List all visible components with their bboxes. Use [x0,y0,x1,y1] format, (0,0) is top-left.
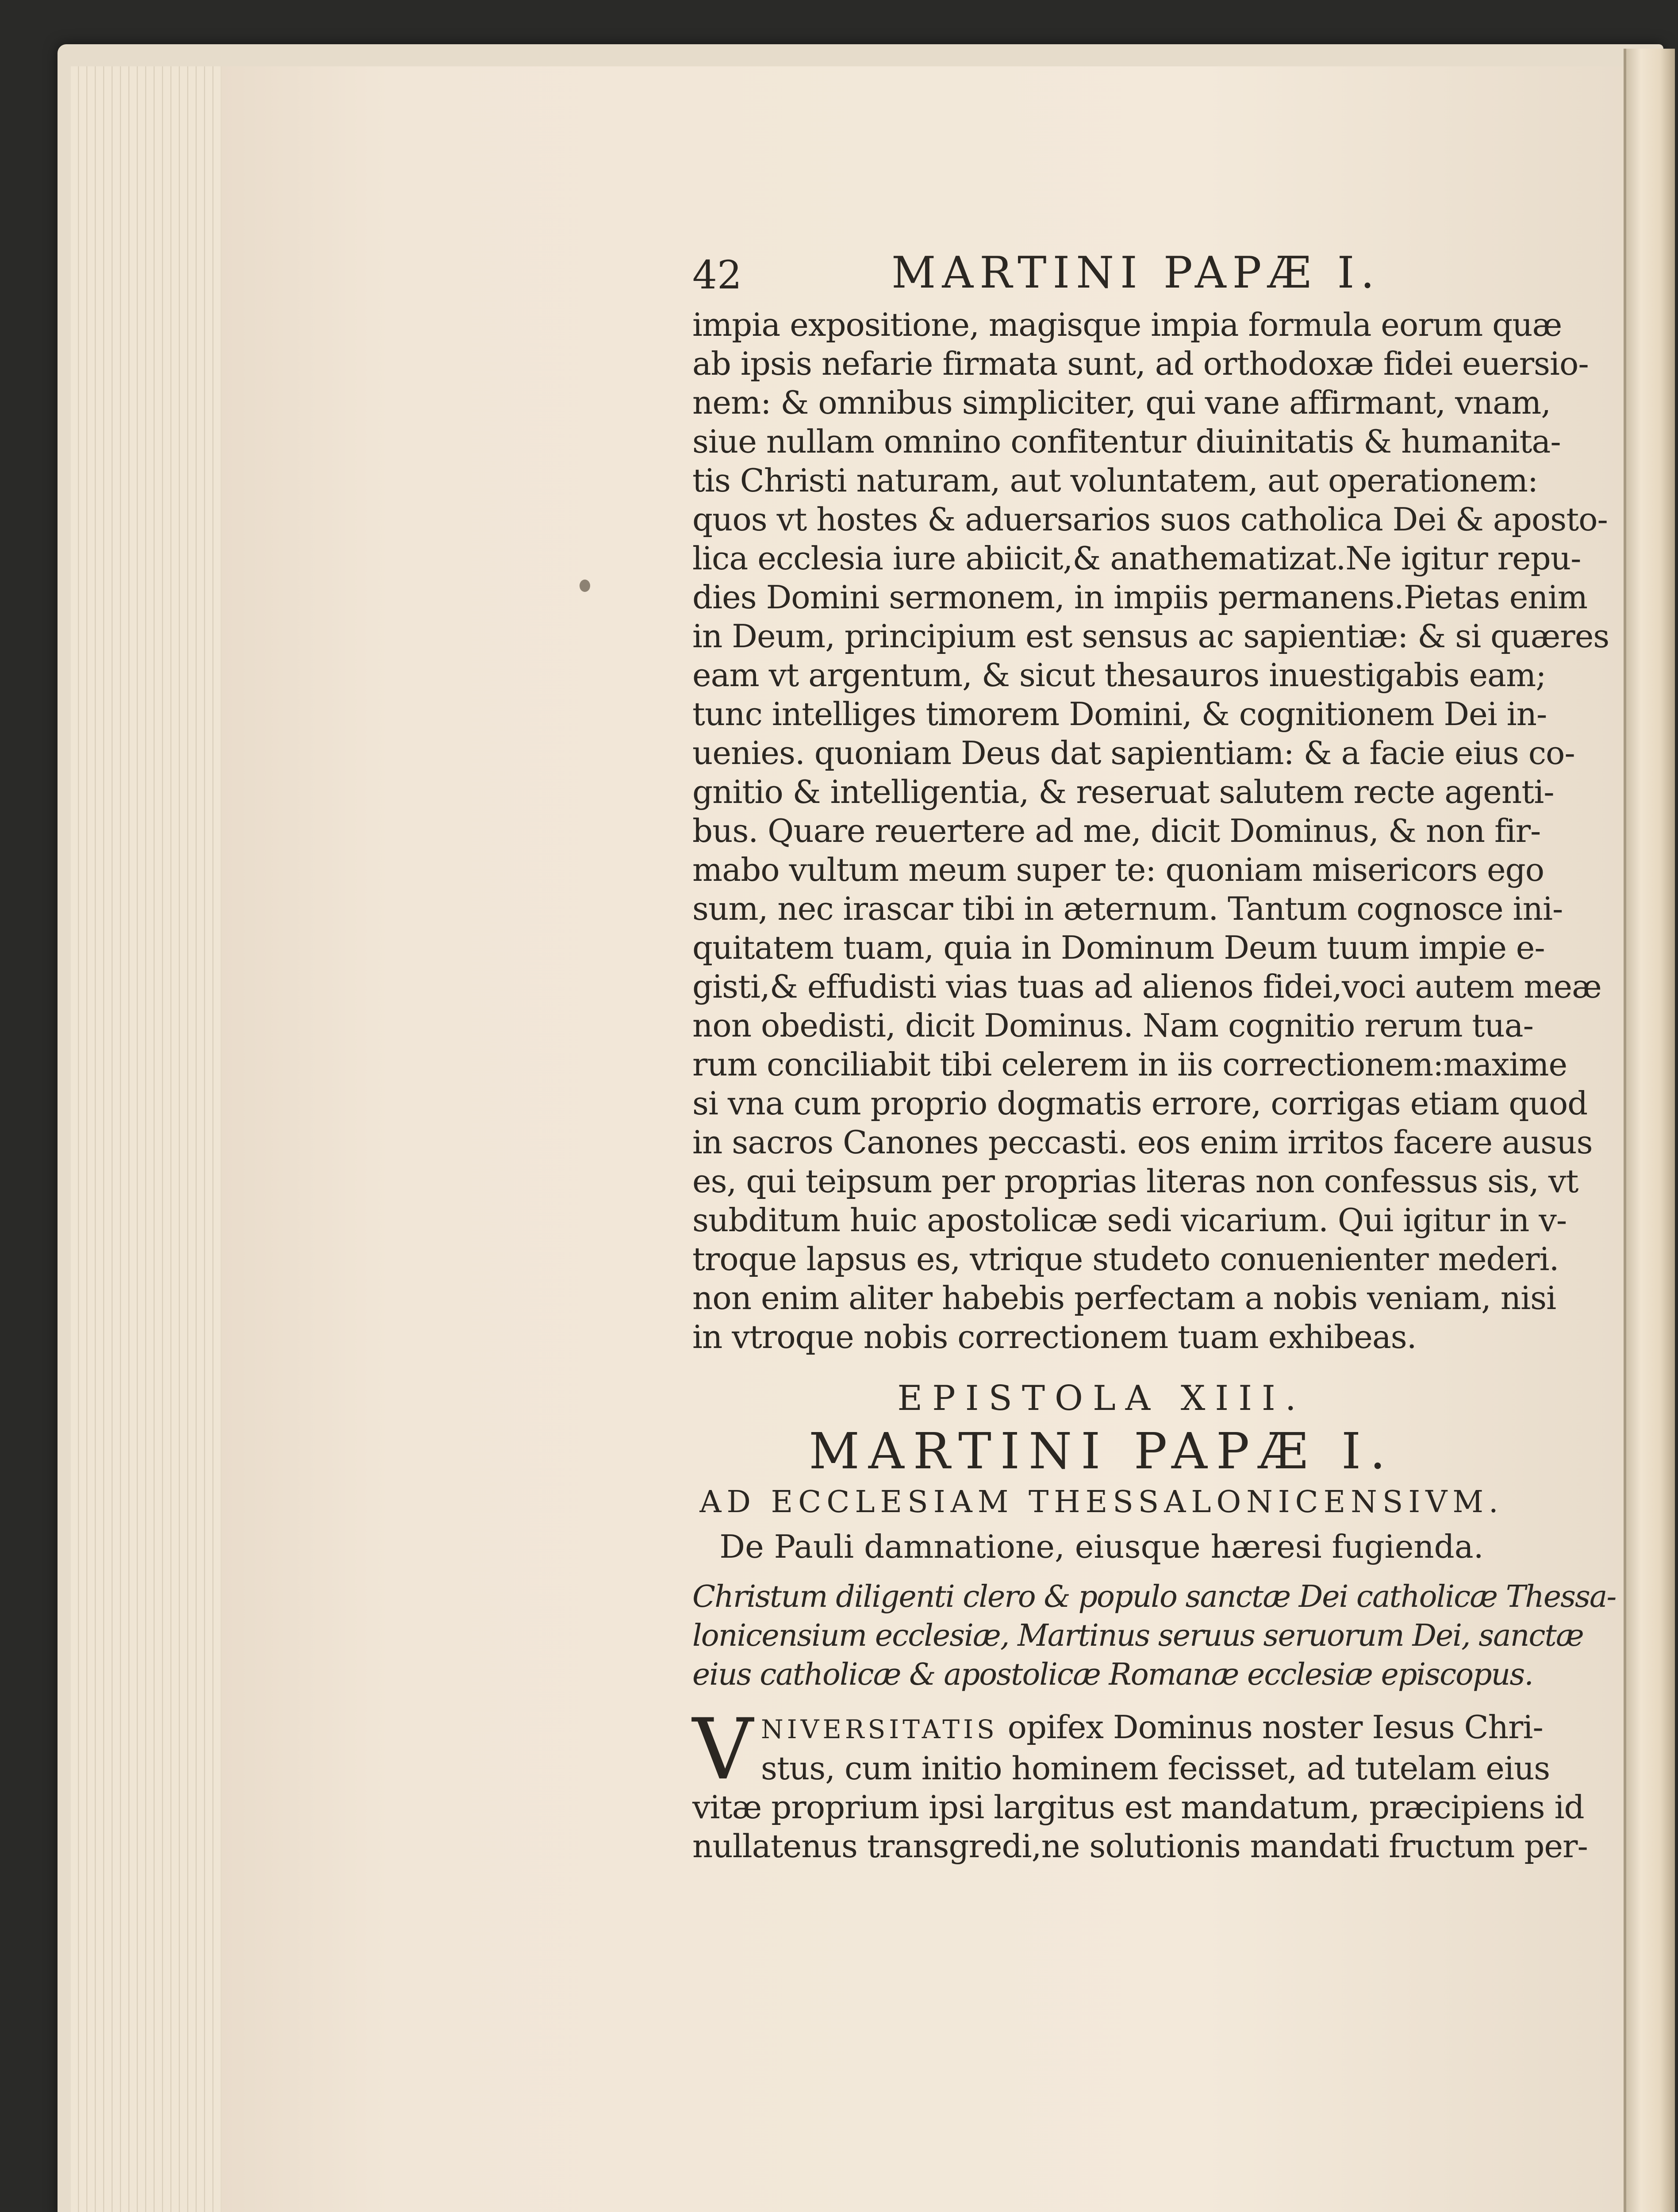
epistle-line: vitæ proprium ipsi largitus est mandatum, præcipiens id [692,1789,1584,1826]
text-line: subditum huic apostolicæ sedi vicarium. Qui igitur in v- [692,1202,1567,1239]
page-edges [71,66,223,2212]
text-line: quitatem tuam, quia in Dominum Deum tuum impie e- [692,929,1545,966]
text-line: impia expositione, magisque impia formula eorum quæ [692,306,1562,343]
salutation-line: Christum diligenti clero & populo sanctæ Dei catholicæ Thessa- [692,1579,1616,1614]
epistle-text [692,1701,1588,1866]
text-line: dies Domini sermonem, in impiis permanens.Pietas enim [692,579,1587,616]
text-line: nem: & omnibus simpliciter, qui vane affirmant, vnam, [692,384,1551,421]
text-line: rum conciliabit tibi celerem in iis correctionem:maxime [692,1046,1567,1083]
text-line: gnitio & intelligentia, & reseruat salutem recte agenti- [692,773,1554,810]
text-line: in Deum, principium est sensus ac sapientiæ: & si quæres [692,618,1609,655]
text-line: eam vt argentum, & sicut thesauros inuestigabis eam; [692,657,1546,694]
text-line: es, qui teipsum per proprias literas non confessus sis, vt [692,1163,1578,1200]
salutation [692,1578,1616,1694]
text-line: troque lapsus es, vtrique studeto conuenienter mederi. [692,1240,1559,1278]
first-word: NIVERSITATIS [761,1714,998,1744]
text-line: si vna cum proprio dogmatis errore, corrigas etiam quod [692,1085,1588,1122]
running-head: MARTINI PAPÆ I. [891,248,1381,298]
text-block [692,248,1616,1866]
text-line: mabo vultum meum super te: quoniam misericors ego [692,851,1544,888]
epistle-first-line [692,1708,1543,1749]
text-line: quos vt hostes & aduersarios suos catholica Dei & aposto- [692,501,1608,538]
text-line: uenies. quoniam Deus dat sapientiam: & a facie eius co- [692,734,1575,772]
epistle-subject: De Pauli damnatione, eiusque hæresi fugienda. [719,1528,1484,1565]
text-line: lica ecclesia iure abiicit,& anathematizat.Ne igitur repu- [692,540,1581,577]
epistle-author: MARTINI PAPÆ I. [809,1423,1394,1480]
epistle-address: AD ECCLESIAM THESSALONICENSIVM. [699,1485,1504,1520]
text-line: in vtroque nobis correctionem tuam exhibeas. [692,1318,1417,1356]
text-line: sum, nec irascar tibi in æternum. Tantum cognosce ini- [692,890,1563,927]
drop-capital: V [692,1701,753,1798]
text-line: siue nullam omnino confitentur diuinitatis & humanita- [692,423,1561,460]
text-line: bus. Quare reuertere ad me, dicit Dominus, & non fir- [692,812,1541,849]
salutation-line: lonicensium ecclesiæ, Martinus seruus seruorum Dei, sanctæ [692,1618,1583,1653]
body-text [692,305,1609,1356]
ink-spot [580,580,590,592]
epistle-line: nullatenus transgredi,ne solutionis mandati fructum per- [692,1828,1588,1865]
text-line: gisti,& effudisti vias tuas ad alienos fidei,voci autem meæ [692,968,1601,1005]
text-line: tis Christi naturam, aut voluntatem, aut operationem: [692,462,1538,499]
folio-number: 42 [692,252,742,298]
epistle-lines [692,1749,1588,1866]
text-line: non obedisti, dicit Dominus. Nam cognitio rerum tua- [692,1007,1533,1044]
epistle-line: stus, cum initio hominem fecisset, ad tutelam eius [761,1750,1550,1787]
text-line: ab ipsis nefarie firmata sunt, ad orthodoxæ fidei euersio- [692,345,1589,382]
salutation-line: eius catholicæ & apostolicæ Romanæ ecclesiæ episcopus. [692,1657,1533,1692]
page-header [692,248,1511,305]
epistle-number: EPISTOLA XIII. [897,1379,1306,1418]
text-line: in sacros Canones peccasti. eos enim irritos facere ausus [692,1124,1593,1161]
first-line-rest: opifex Dominus noster Iesus Chri- [1007,1709,1543,1746]
text-line: non enim aliter habebis perfectam a nobis veniam, nisi [692,1279,1556,1317]
book-gutter [1624,49,1675,2212]
text-line: tunc intelliges timorem Domini, & cognitionem Dei in- [692,695,1547,733]
